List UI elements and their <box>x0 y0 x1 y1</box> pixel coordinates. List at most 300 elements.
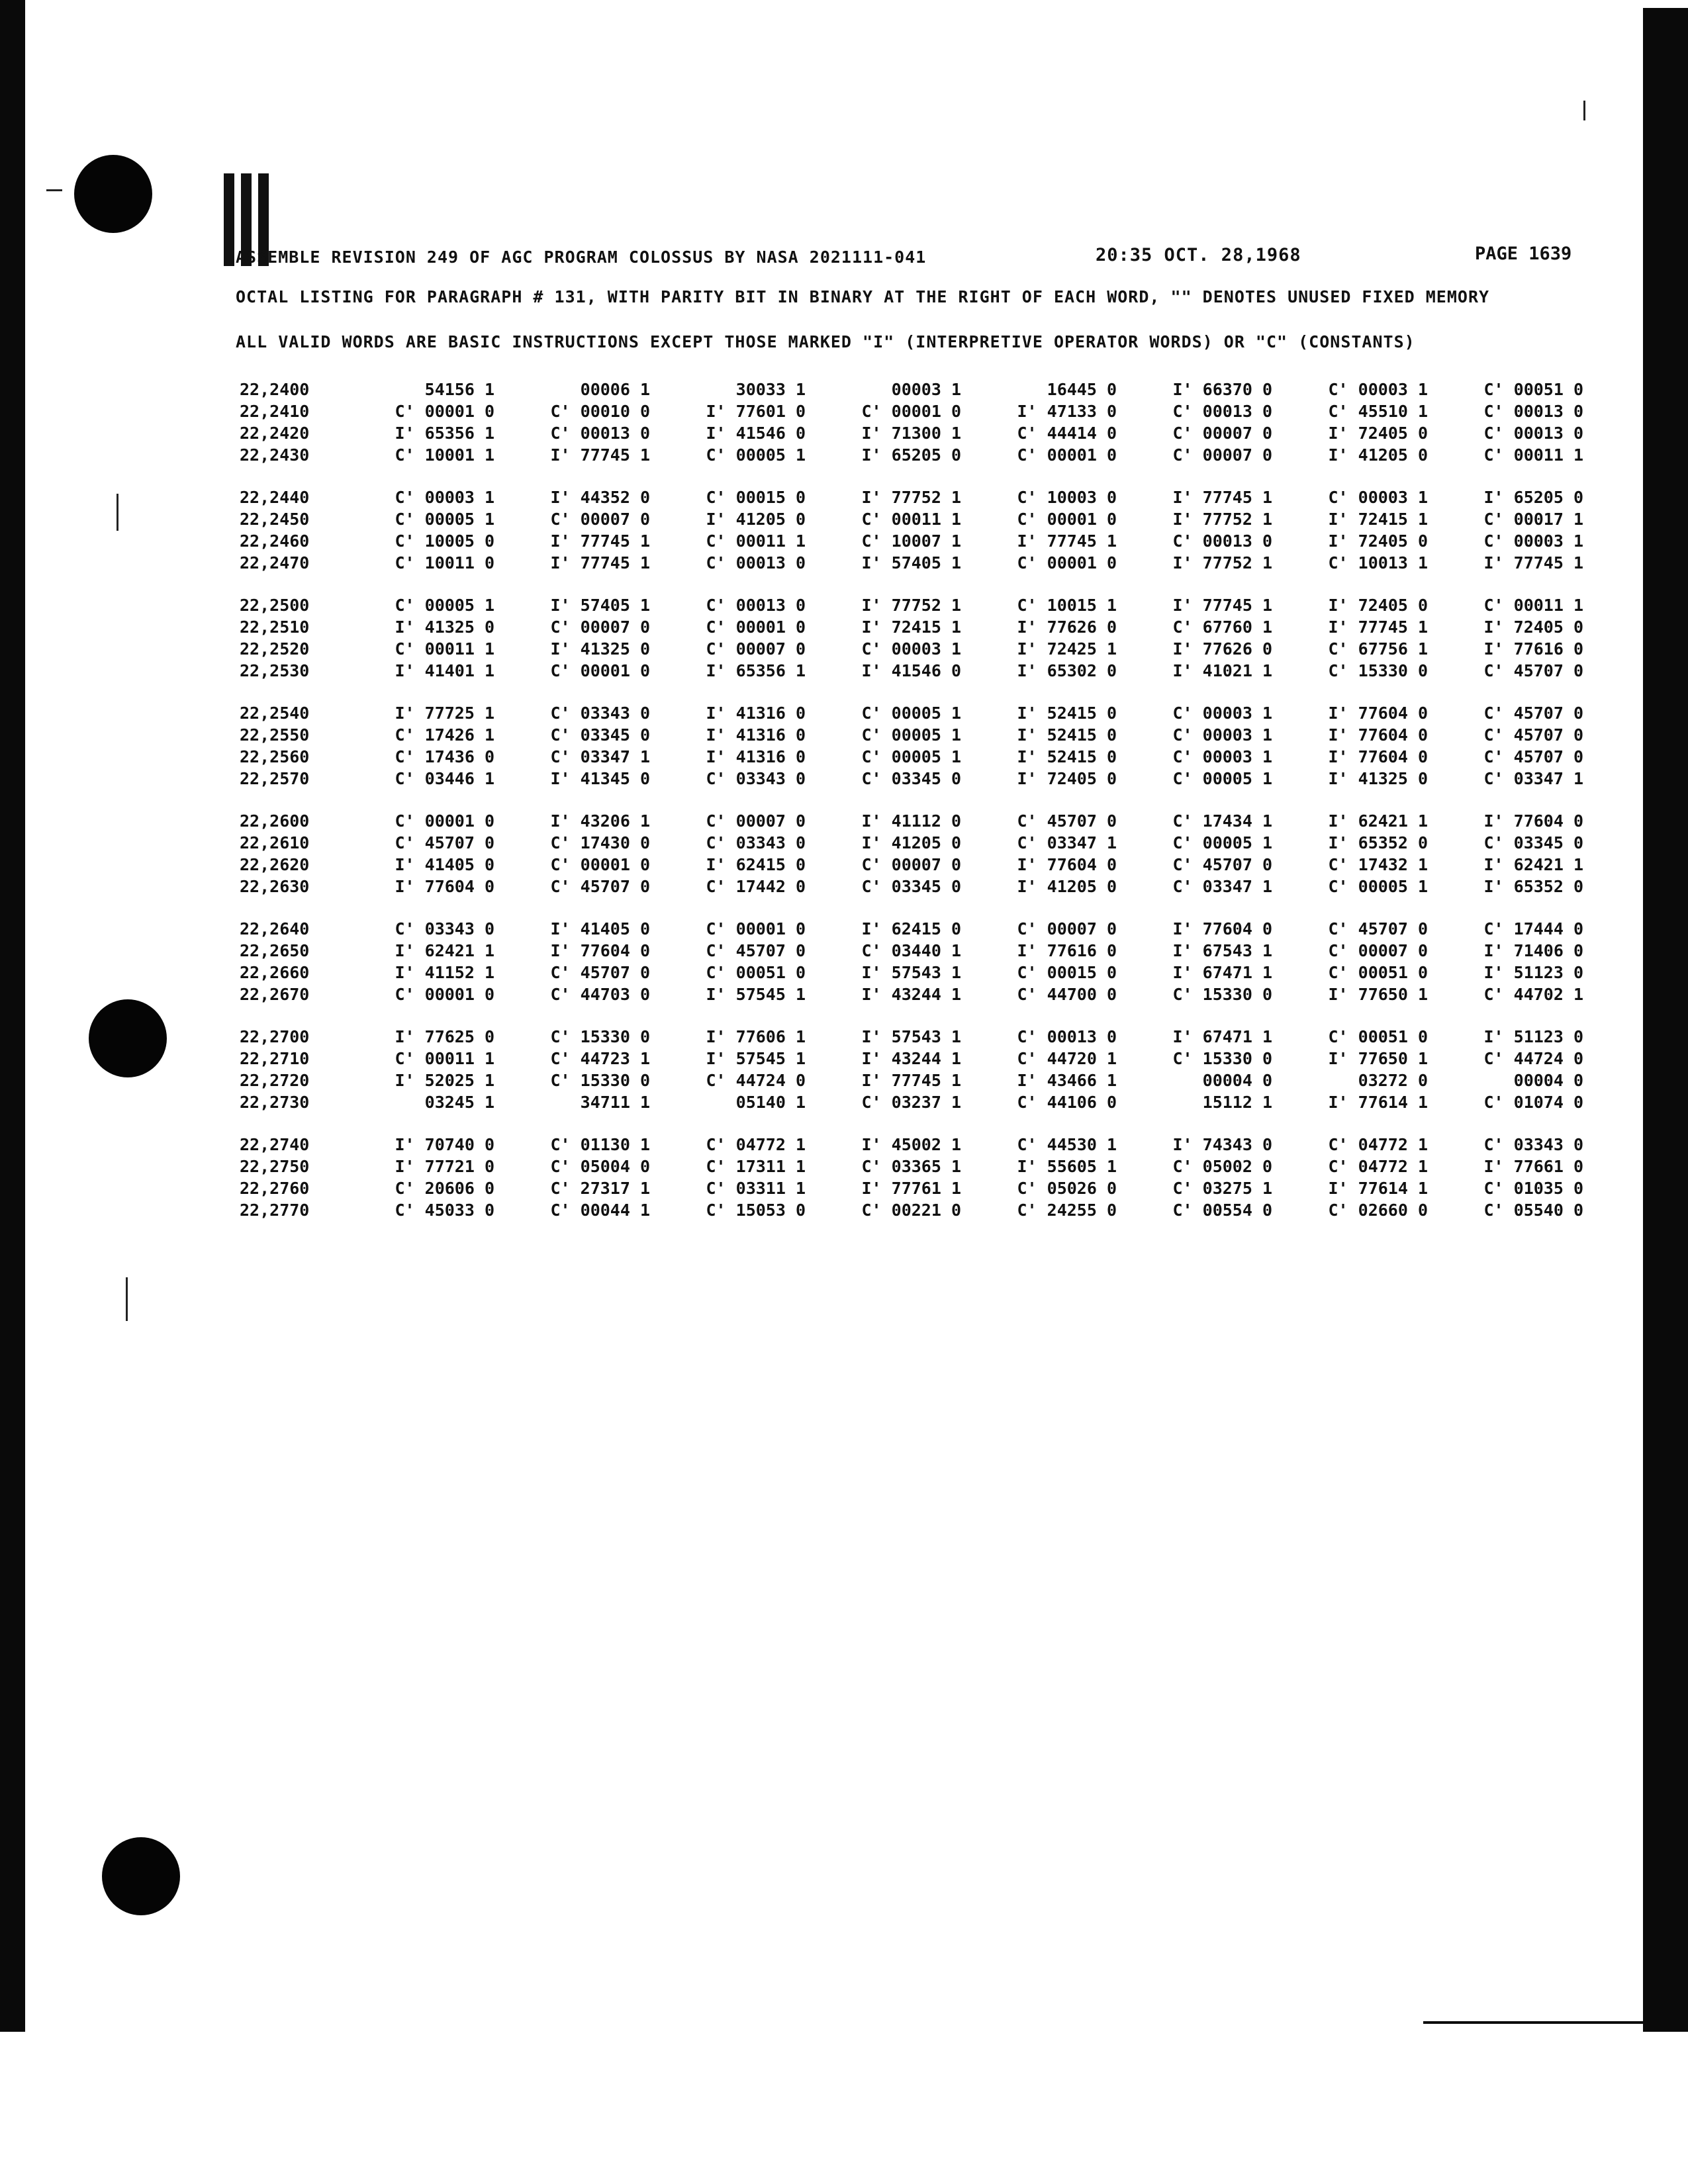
word-cell: I' 65356 1 <box>395 424 494 443</box>
word-cell: C' 00001 0 <box>395 402 494 421</box>
word-cell: C' 03347 1 <box>1483 769 1583 788</box>
table-row <box>240 379 1583 400</box>
address-cell: 22,2710 <box>240 1049 310 1068</box>
table-row <box>240 768 1583 790</box>
word-cell: C' 00005 1 <box>706 445 806 465</box>
word-cell: C' 00005 1 <box>1328 877 1428 896</box>
word-cell: C' 04772 1 <box>1328 1157 1428 1176</box>
word-cell: I' 43466 1 <box>1017 1071 1117 1090</box>
word-cell: C' 03446 1 <box>395 769 494 788</box>
table-row <box>240 724 1583 746</box>
word-cell: C' 03347 1 <box>1172 877 1272 896</box>
table-row <box>240 1199 1583 1221</box>
word-cell: C' 03345 0 <box>1483 833 1583 852</box>
word-cell: C' 00007 0 <box>706 639 806 659</box>
word-cell: I' 77626 0 <box>1172 639 1272 659</box>
word-cell: C' 05004 0 <box>550 1157 650 1176</box>
word-cell: C' 00011 1 <box>1483 445 1583 465</box>
word-cell: I' 77601 0 <box>706 402 806 421</box>
word-cell: I' 77625 0 <box>395 1027 494 1046</box>
word-cell: I' 77604 0 <box>1328 704 1428 723</box>
group-spacer <box>240 682 1583 702</box>
word-cell: I' 41405 0 <box>550 919 650 938</box>
word-cell: I' 41345 0 <box>550 769 650 788</box>
table-row <box>240 702 1583 724</box>
word-cell: C' 00001 0 <box>395 985 494 1004</box>
word-cell: I' 57545 1 <box>706 985 806 1004</box>
word-cell: I' 47133 0 <box>1017 402 1117 421</box>
word-cell: C' 44723 1 <box>550 1049 650 1068</box>
word-cell: C' 15330 0 <box>1328 661 1428 680</box>
word-cell: C' 44720 1 <box>1017 1049 1117 1068</box>
table-row <box>240 1156 1583 1177</box>
word-cell: C' 44106 0 <box>1017 1093 1117 1112</box>
word-cell: I' 62421 1 <box>1483 855 1583 874</box>
word-cell: C' 05026 0 <box>1017 1179 1117 1198</box>
word-cell: C' 45707 0 <box>706 941 806 960</box>
word-cell: I' 77604 0 <box>1017 855 1117 874</box>
word-cell: I' 77604 0 <box>1172 919 1272 938</box>
word-cell: C' 00007 0 <box>1017 919 1117 938</box>
listing-description: OCTAL LISTING FOR PARAGRAPH # 131, WITH PARITY BIT IN BINARY AT THE RIGHT OF EACH WORD, "" DENOTES UNUSED FIXED MEMORY <box>236 287 1490 306</box>
word-cell: C' 00001 0 <box>395 811 494 831</box>
word-cell: I' 44352 0 <box>550 488 650 507</box>
scan-speck <box>46 189 62 191</box>
word-cell: C' 17442 0 <box>706 877 806 896</box>
word-cell: C' 10011 0 <box>395 553 494 572</box>
word-cell: I' 77604 0 <box>550 941 650 960</box>
listing-title: ASSEMBLE REVISION 249 OF AGC PROGRAM COLOSSUS BY NASA 2021111-041 <box>236 248 927 267</box>
word-cell: C' 45707 0 <box>1483 747 1583 766</box>
punch-hole <box>74 155 152 233</box>
word-cell: C' 00007 0 <box>1328 941 1428 960</box>
word-cell: C' 17311 1 <box>706 1157 806 1176</box>
word-cell: C' 03345 0 <box>861 877 961 896</box>
address-cell: 22,2620 <box>240 855 310 874</box>
word-cell: I' 67543 1 <box>1172 941 1272 960</box>
word-cell: I' 77761 1 <box>861 1179 961 1198</box>
table-row <box>240 1134 1583 1156</box>
word-cell: C' 15053 0 <box>706 1201 806 1220</box>
word-cell: I' 77614 1 <box>1328 1093 1428 1112</box>
word-cell: I' 77661 0 <box>1483 1157 1583 1176</box>
word-cell: C' 02660 0 <box>1328 1201 1428 1220</box>
page-number: PAGE 1639 <box>1475 244 1572 264</box>
table-row <box>240 1048 1583 1069</box>
word-cell: C' 04772 1 <box>1328 1135 1428 1154</box>
word-cell: C' 44414 0 <box>1017 424 1117 443</box>
word-cell: I' 62415 0 <box>861 919 961 938</box>
punch-hole <box>89 999 167 1077</box>
word-cell: C' 44724 0 <box>706 1071 806 1090</box>
group-spacer <box>240 466 1583 486</box>
word-cell: C' 10015 1 <box>1017 596 1117 615</box>
table-row <box>240 962 1583 983</box>
word-cell: C' 05540 0 <box>1483 1201 1583 1220</box>
address-cell: 22,2770 <box>240 1201 310 1220</box>
word-cell: I' 77604 0 <box>1328 725 1428 745</box>
word-cell: C' 03365 1 <box>861 1157 961 1176</box>
table-row <box>240 746 1583 768</box>
word-cell: I' 77604 0 <box>1328 747 1428 766</box>
word-cell: I' 77616 0 <box>1483 639 1583 659</box>
address-cell: 22,2520 <box>240 639 310 659</box>
table-row <box>240 638 1583 660</box>
word-cell: C' 00011 1 <box>395 639 494 659</box>
word-cell: I' 65302 0 <box>1017 661 1117 680</box>
address-cell: 22,2700 <box>240 1027 310 1046</box>
word-cell: C' 00007 0 <box>706 811 806 831</box>
group-spacer <box>240 1005 1583 1026</box>
word-cell: I' 41316 0 <box>706 704 806 723</box>
address-cell: 22,2500 <box>240 596 310 615</box>
word-cell: I' 41316 0 <box>706 747 806 766</box>
table-row <box>240 508 1583 530</box>
word-cell: C' 45707 0 <box>1172 855 1272 874</box>
word-cell: C' 03345 0 <box>861 769 961 788</box>
word-cell: I' 74343 0 <box>1172 1135 1272 1154</box>
address-cell: 22,2750 <box>240 1157 310 1176</box>
word-cell: C' 00001 0 <box>550 855 650 874</box>
word-cell: C' 17436 0 <box>395 747 494 766</box>
word-cell: C' 03343 0 <box>395 919 494 938</box>
word-cell: C' 00011 1 <box>861 510 961 529</box>
word-cell: C' 00051 0 <box>1328 963 1428 982</box>
word-cell: I' 41205 0 <box>706 510 806 529</box>
group-spacer <box>240 897 1583 918</box>
word-cell: I' 41205 0 <box>861 833 961 852</box>
word-cell: I' 43206 1 <box>550 811 650 831</box>
word-cell: C' 01074 0 <box>1483 1093 1583 1112</box>
word-cell: C' 00005 1 <box>861 747 961 766</box>
word-cell: C' 10003 0 <box>1017 488 1117 507</box>
word-cell: I' 65205 0 <box>861 445 961 465</box>
word-cell: C' 00013 0 <box>1483 402 1583 421</box>
address-cell: 22,2740 <box>240 1135 310 1154</box>
word-cell: C' 00007 0 <box>550 617 650 637</box>
table-row <box>240 552 1583 574</box>
word-cell: I' 77650 1 <box>1328 1049 1428 1068</box>
word-cell: I' 62421 1 <box>1328 811 1428 831</box>
word-cell: I' 41405 0 <box>395 855 494 874</box>
address-cell: 22,2440 <box>240 488 310 507</box>
word-cell: I' 77616 0 <box>1017 941 1117 960</box>
word-cell: I' 41112 0 <box>861 811 961 831</box>
word-cell: I' 72405 0 <box>1017 769 1117 788</box>
address-cell: 22,2510 <box>240 617 310 637</box>
word-cell: C' 03347 1 <box>550 747 650 766</box>
word-cell: I' 41546 0 <box>706 424 806 443</box>
word-cell: C' 00003 1 <box>395 488 494 507</box>
word-cell: C' 17434 1 <box>1172 811 1272 831</box>
word-cell: I' 67471 1 <box>1172 1027 1272 1046</box>
listing-timestamp: 20:35 OCT. 28,1968 <box>1096 245 1301 265</box>
table-row <box>240 854 1583 876</box>
word-cell: I' 77604 0 <box>395 877 494 896</box>
word-cell: I' 72405 0 <box>1328 531 1428 551</box>
address-cell: 22,2470 <box>240 553 310 572</box>
word-cell: I' 51123 0 <box>1483 1027 1583 1046</box>
address-cell: 22,2650 <box>240 941 310 960</box>
address-cell: 22,2610 <box>240 833 310 852</box>
word-cell: C' 03345 0 <box>550 725 650 745</box>
word-cell: I' 51123 0 <box>1483 963 1583 982</box>
word-cell: I' 77752 1 <box>1172 553 1272 572</box>
table-row <box>240 422 1583 444</box>
address-cell: 22,2450 <box>240 510 310 529</box>
word-cell: I' 77725 1 <box>395 704 494 723</box>
word-cell: C' 00001 0 <box>1017 510 1117 529</box>
word-cell: C' 44530 1 <box>1017 1135 1117 1154</box>
word-cell: C' 03343 0 <box>550 704 650 723</box>
word-cell: C' 03275 1 <box>1172 1179 1272 1198</box>
address-cell: 22,2460 <box>240 531 310 551</box>
word-cell: C' 00007 0 <box>1172 445 1272 465</box>
word-cell: I' 43244 1 <box>861 985 961 1004</box>
word-cell: C' 00013 0 <box>1483 424 1583 443</box>
address-cell: 22,2410 <box>240 402 310 421</box>
table-row <box>240 660 1583 682</box>
word-cell: I' 57543 1 <box>861 1027 961 1046</box>
word-cell: I' 41325 0 <box>550 639 650 659</box>
address-cell: 22,2420 <box>240 424 310 443</box>
word-cell: C' 00015 0 <box>706 488 806 507</box>
word-cell: I' 71300 1 <box>861 424 961 443</box>
word-cell: C' 00003 1 <box>861 639 961 659</box>
word-cell: I' 41325 0 <box>1328 769 1428 788</box>
address-cell: 22,2430 <box>240 445 310 465</box>
table-row <box>240 810 1583 832</box>
word-cell: 00004 0 <box>1513 1071 1583 1090</box>
word-cell: C' 00001 0 <box>1017 445 1117 465</box>
bottom-scan-edge <box>1423 2021 1643 2024</box>
word-cell: C' 45707 0 <box>1483 704 1583 723</box>
word-cell: I' 77745 1 <box>1172 596 1272 615</box>
word-cell: C' 00013 0 <box>1172 402 1272 421</box>
address-cell: 22,2760 <box>240 1179 310 1198</box>
word-cell: I' 41316 0 <box>706 725 806 745</box>
word-cell: C' 03343 0 <box>706 769 806 788</box>
word-cell: C' 03311 1 <box>706 1179 806 1198</box>
scan-speck <box>126 1277 128 1321</box>
word-cell: C' 10013 1 <box>1328 553 1428 572</box>
word-cell: C' 45707 0 <box>1483 725 1583 745</box>
word-cell: C' 00013 0 <box>706 596 806 615</box>
word-cell: C' 00003 1 <box>1328 488 1428 507</box>
word-cell: C' 00001 0 <box>706 617 806 637</box>
word-cell: C' 15330 0 <box>550 1027 650 1046</box>
word-cell: C' 45510 1 <box>1328 402 1428 421</box>
word-cell: I' 72415 1 <box>861 617 961 637</box>
word-cell: C' 04772 1 <box>706 1135 806 1154</box>
word-cell: C' 10005 0 <box>395 531 494 551</box>
table-row <box>240 400 1583 422</box>
word-cell: I' 52025 1 <box>395 1071 494 1090</box>
word-cell: I' 65205 0 <box>1483 488 1583 507</box>
word-cell: 54156 1 <box>424 380 494 399</box>
word-cell: 03272 0 <box>1358 1071 1428 1090</box>
word-cell: C' 15330 0 <box>1172 1049 1272 1068</box>
word-cell: I' 77752 1 <box>1172 510 1272 529</box>
word-cell: I' 62415 0 <box>706 855 806 874</box>
word-cell: I' 72405 0 <box>1328 596 1428 615</box>
word-cell: C' 10007 1 <box>861 531 961 551</box>
word-cell: I' 57405 1 <box>861 553 961 572</box>
punch-hole <box>102 1837 180 1915</box>
word-cell: I' 77745 1 <box>1017 531 1117 551</box>
address-cell: 22,2720 <box>240 1071 310 1090</box>
word-cell: C' 17426 1 <box>395 725 494 745</box>
word-cell: C' 00003 1 <box>1483 531 1583 551</box>
word-cell: 00003 1 <box>891 380 961 399</box>
address-cell: 22,2560 <box>240 747 310 766</box>
word-cell: C' 00005 1 <box>861 704 961 723</box>
group-spacer <box>240 790 1583 810</box>
word-cell: C' 20606 0 <box>395 1179 494 1198</box>
table-row <box>240 983 1583 1005</box>
word-cell: I' 77745 1 <box>550 531 650 551</box>
word-cell: C' 00010 0 <box>550 402 650 421</box>
word-cell: C' 03343 0 <box>706 833 806 852</box>
word-cell: C' 00011 1 <box>1483 596 1583 615</box>
word-cell: I' 52415 0 <box>1017 747 1117 766</box>
table-row <box>240 486 1583 508</box>
address-cell: 22,2630 <box>240 877 310 896</box>
table-row <box>240 530 1583 552</box>
word-cell: C' 00003 1 <box>1328 380 1428 399</box>
word-cell: C' 00005 1 <box>395 510 494 529</box>
address-cell: 22,2600 <box>240 811 310 831</box>
word-cell: C' 00007 0 <box>550 510 650 529</box>
word-cell: C' 44700 0 <box>1017 985 1117 1004</box>
address-cell: 22,2550 <box>240 725 310 745</box>
word-cell: I' 70740 0 <box>395 1135 494 1154</box>
table-row <box>240 832 1583 854</box>
word-cell: I' 77752 1 <box>861 596 961 615</box>
word-cell: C' 03440 1 <box>861 941 961 960</box>
word-cell: C' 00003 1 <box>1172 704 1272 723</box>
word-cell: 00004 0 <box>1202 1071 1272 1090</box>
word-cell: C' 00005 1 <box>861 725 961 745</box>
word-cell: I' 65352 0 <box>1328 833 1428 852</box>
word-cell: C' 45707 0 <box>1483 661 1583 680</box>
word-cell: 34711 1 <box>580 1093 650 1112</box>
word-cell: I' 45002 1 <box>861 1135 961 1154</box>
word-cell: 30033 1 <box>735 380 806 399</box>
word-cell: I' 57405 1 <box>550 596 650 615</box>
word-cell: I' 57543 1 <box>861 963 961 982</box>
word-cell: I' 77745 1 <box>1328 617 1428 637</box>
address-cell: 22,2540 <box>240 704 310 723</box>
group-spacer <box>240 574 1583 594</box>
word-cell: C' 00051 0 <box>706 963 806 982</box>
word-cell: I' 72405 0 <box>1483 617 1583 637</box>
word-cell: C' 00011 1 <box>706 531 806 551</box>
word-cell: 15112 1 <box>1202 1093 1272 1112</box>
word-cell: C' 00554 0 <box>1172 1201 1272 1220</box>
word-cell: 05140 1 <box>735 1093 806 1112</box>
scan-speck <box>117 494 118 531</box>
word-cell: C' 44702 1 <box>1483 985 1583 1004</box>
word-cell: C' 00044 1 <box>550 1201 650 1220</box>
word-cell: I' 71406 0 <box>1483 941 1583 960</box>
word-cell: C' 67760 1 <box>1172 617 1272 637</box>
word-cell: I' 66370 0 <box>1172 380 1272 399</box>
word-cell: I' 41021 1 <box>1172 661 1272 680</box>
word-cell: I' 72425 1 <box>1017 639 1117 659</box>
word-cell: C' 03237 1 <box>861 1093 961 1112</box>
word-cell: C' 00011 1 <box>395 1049 494 1068</box>
word-cell: C' 10001 1 <box>395 445 494 465</box>
word-cell: C' 45033 0 <box>395 1201 494 1220</box>
word-cell: C' 03347 1 <box>1017 833 1117 852</box>
word-cell: I' 77745 1 <box>550 445 650 465</box>
word-cell: I' 77626 0 <box>1017 617 1117 637</box>
word-cell: C' 67756 1 <box>1328 639 1428 659</box>
word-cell: I' 77650 1 <box>1328 985 1428 1004</box>
word-cell: C' 17430 0 <box>550 833 650 852</box>
word-cell: I' 77721 0 <box>395 1157 494 1176</box>
word-cell: C' 27317 1 <box>550 1179 650 1198</box>
word-cell: I' 41546 0 <box>861 661 961 680</box>
word-cell: I' 77604 0 <box>1483 811 1583 831</box>
table-row <box>240 940 1583 962</box>
table-row <box>240 1026 1583 1048</box>
word-cell: I' 57545 1 <box>706 1049 806 1068</box>
word-cell: C' 45707 0 <box>1017 811 1117 831</box>
word-cell: C' 44703 0 <box>550 985 650 1004</box>
word-cell: C' 01130 1 <box>550 1135 650 1154</box>
listing-legend: ALL VALID WORDS ARE BASIC INSTRUCTIONS EXCEPT THOSE MARKED "I" (INTERPRETIVE OPERATOR WORDS) OR "C" (CONSTANTS) <box>236 332 1415 351</box>
word-cell: I' 77606 1 <box>706 1027 806 1046</box>
word-cell: I' 43244 1 <box>861 1049 961 1068</box>
word-cell: I' 67471 1 <box>1172 963 1272 982</box>
word-cell: C' 17444 0 <box>1483 919 1583 938</box>
word-cell: C' 45707 0 <box>395 833 494 852</box>
word-cell: C' 00013 0 <box>706 553 806 572</box>
word-cell: C' 01035 0 <box>1483 1179 1583 1198</box>
word-cell: I' 62421 1 <box>395 941 494 960</box>
word-cell: I' 77614 1 <box>1328 1179 1428 1198</box>
word-cell: C' 00005 1 <box>395 596 494 615</box>
address-cell: 22,2400 <box>240 380 310 399</box>
word-cell: C' 00001 0 <box>550 661 650 680</box>
word-cell: C' 00051 0 <box>1483 380 1583 399</box>
word-cell: C' 05002 0 <box>1172 1157 1272 1176</box>
table-row <box>240 444 1583 466</box>
address-cell: 22,2530 <box>240 661 310 680</box>
word-cell: C' 00221 0 <box>861 1201 961 1220</box>
word-cell: I' 41325 0 <box>395 617 494 637</box>
word-cell: C' 45707 0 <box>550 963 650 982</box>
word-cell: 03245 1 <box>424 1093 494 1112</box>
word-cell: C' 45707 0 <box>1328 919 1428 938</box>
table-row <box>240 1069 1583 1091</box>
word-cell: I' 77745 1 <box>550 553 650 572</box>
right-scan-border <box>1643 8 1688 2032</box>
scan-speck <box>1583 101 1585 120</box>
table-row <box>240 1091 1583 1113</box>
word-cell: C' 44724 0 <box>1483 1049 1583 1068</box>
word-cell: C' 00007 0 <box>861 855 961 874</box>
word-cell: 00006 1 <box>580 380 650 399</box>
word-cell: I' 65356 1 <box>706 661 806 680</box>
word-cell: I' 72405 0 <box>1328 424 1428 443</box>
word-cell: I' 77745 1 <box>861 1071 961 1090</box>
word-cell: C' 17432 1 <box>1328 855 1428 874</box>
word-cell: C' 00015 0 <box>1017 963 1117 982</box>
address-cell: 22,2640 <box>240 919 310 938</box>
